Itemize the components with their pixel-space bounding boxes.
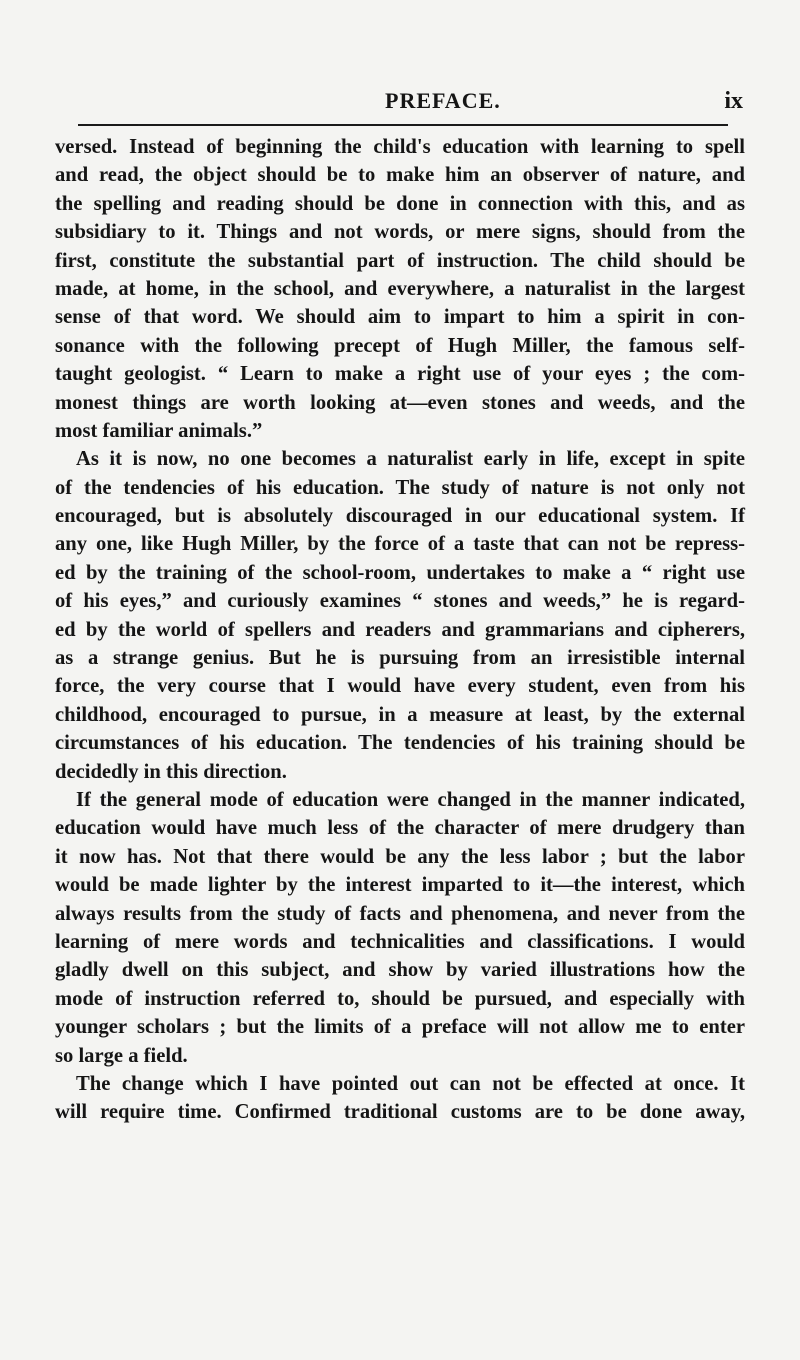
text-line: of his eyes,” and curiously examines “ stones and weeds,” he is regard- xyxy=(55,590,745,613)
text-line: most familiar animals.” xyxy=(55,419,263,442)
text-line: and read, the object should be to make him an observer of nature, and xyxy=(55,164,745,187)
text-line: monest things are worth looking at—even stones and weeds, and the xyxy=(55,391,745,414)
text-line: sense of that word. We should aim to impart to him a spirit in con- xyxy=(55,306,745,329)
header-rule xyxy=(78,124,728,126)
text-line: of the tendencies of his education. The study of nature is not only not xyxy=(55,476,745,499)
text-line: made, at home, in the school, and everywhere, a naturalist in the largest xyxy=(55,277,745,300)
text-line: any one, like Hugh Miller, by the force of a taste that can not be repress- xyxy=(55,533,745,556)
text-line: versed. Instead of beginning the child's education with learning to spell xyxy=(55,136,745,158)
text-line: sonance with the following precept of Hugh Miller, the famous self- xyxy=(55,334,745,357)
text-line: decidedly in this direction. xyxy=(55,760,287,783)
text-line: gladly dwell on this subject, and show by varied illustrations how the xyxy=(55,959,745,982)
text-line: The change which I have pointed out can not be effected at once. It xyxy=(76,1072,745,1095)
text-line: would be made lighter by the interest imparted to it—the interest, which xyxy=(55,874,745,897)
text-line: force, the very course that I would have every student, even from his xyxy=(55,675,745,698)
text-line: childhood, encouraged to pursue, in a measure at least, by the external xyxy=(55,703,745,726)
text-line: circumstances of his education. The tendencies of his training should be xyxy=(55,732,745,755)
text-line: as a strange genius. But he is pursuing from an irresistible internal xyxy=(55,647,745,670)
page-header xyxy=(55,88,745,118)
text-line: If the general mode of education were changed in the manner indicated, xyxy=(76,788,745,811)
running-title: PREFACE. xyxy=(385,88,501,113)
text-line: education would have much less of the character of mere drudgery than xyxy=(55,817,745,840)
text-line: As it is now, no one becomes a naturalist early in life, except in spite xyxy=(76,448,745,471)
text-line: learning of mere words and technicalities and classifications. I would xyxy=(55,930,745,953)
text-line: mode of instruction referred to, should be pursued, and especially with xyxy=(55,987,745,1010)
text-line: so large a field. xyxy=(55,1044,188,1067)
text-line: the spelling and reading should be done in connection with this, and as xyxy=(55,192,745,215)
text-line: first, constitute the substantial part of instruction. The child should be xyxy=(55,249,745,272)
body-text xyxy=(55,133,745,1127)
text-line: younger scholars ; but the limits of a preface will not allow me to enter xyxy=(55,1016,745,1039)
text-line: will require time. Confirmed traditional customs are to be done away, xyxy=(55,1101,745,1124)
text-line: always results from the study of facts and phenomena, and never from the xyxy=(55,902,745,925)
page-number: ix xyxy=(724,88,743,114)
text-line: ed by the world of spellers and readers and grammarians and cipherers, xyxy=(55,618,745,641)
text-line: subsidiary to it. Things and not words, or mere signs, should from the xyxy=(55,221,745,244)
text-line: it now has. Not that there would be any the less labor ; but the labor xyxy=(55,845,745,868)
text-line: taught geologist. “ Learn to make a right use of your eyes ; the com- xyxy=(55,363,745,386)
text-line: encouraged, but is absolutely discouraged in our educational system. If xyxy=(55,505,745,528)
text-line: ed by the training of the school-room, undertakes to make a “ right use xyxy=(55,561,745,584)
